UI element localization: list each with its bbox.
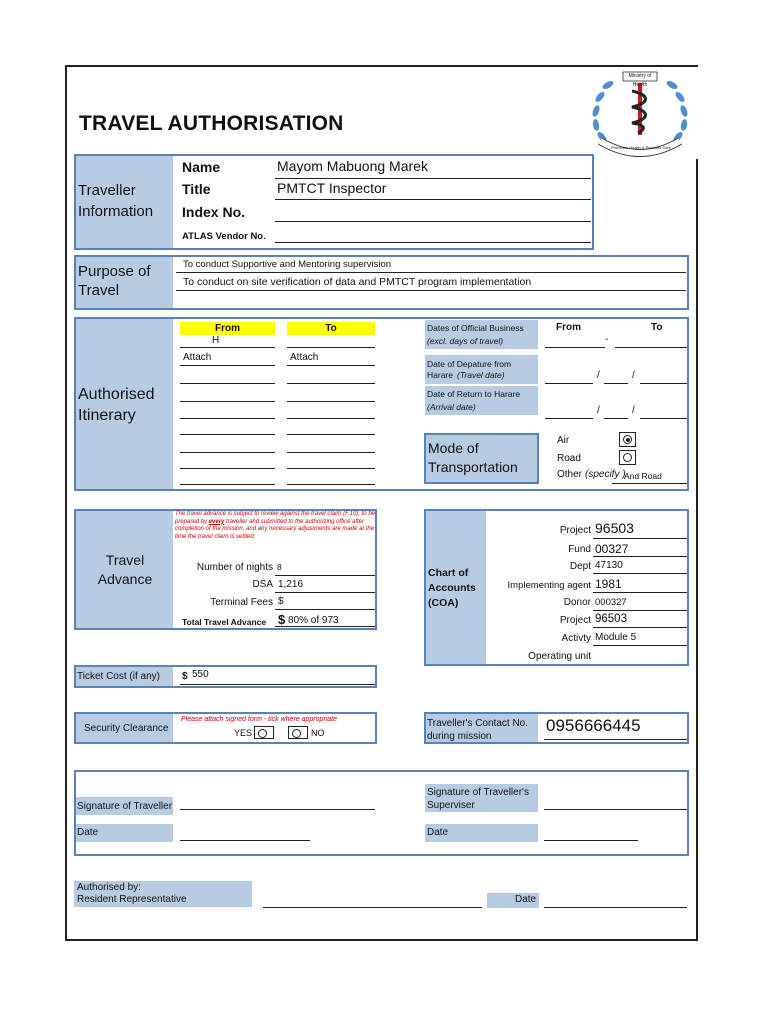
security-no-label: NO: [311, 728, 325, 738]
total-currency: $: [278, 612, 286, 627]
supervisor-signature-label: Signature of Traveller's Superviser: [427, 787, 529, 811]
form-title: TRAVEL AUTHORISATION: [79, 112, 344, 135]
dates-from-field[interactable]: [545, 347, 605, 348]
security-note: Please attach signed form - tick where appropriate: [181, 716, 338, 723]
coa-label-activity: Activty: [561, 633, 591, 644]
coa-value-activity[interactable]: Module 5: [595, 632, 637, 643]
supervisor-date-label: Date: [427, 827, 449, 838]
depart-sep-1: /: [597, 370, 600, 381]
coa-label-project-2: Project: [559, 615, 591, 626]
terminal-field[interactable]: $: [278, 596, 284, 607]
coa-value-donor[interactable]: 000327: [595, 597, 627, 608]
road-radio[interactable]: [619, 450, 636, 465]
advance-note-post: traveller and submitted to the authorizing office after completion of the mission, and any necessary adjustments are made at the time the travel claim is settled.: [175, 518, 375, 540]
traveller-section-label: Traveller Information: [78, 182, 154, 220]
logo-top-text: Ministry of Health: [628, 73, 652, 88]
dates-to-header: To: [651, 322, 663, 333]
dsa-field[interactable]: 1,216: [278, 579, 304, 590]
coa-value-dept[interactable]: 47130: [595, 560, 623, 571]
coa-value-fund[interactable]: 00327: [595, 542, 629, 556]
logo-bottom-text: Promotes Health & Provides Care: [610, 145, 672, 150]
contact-label: Traveller's Contact No. during mission: [427, 718, 529, 742]
terminal-label: Terminal Fees: [210, 597, 273, 608]
supervisor-date-field[interactable]: [544, 840, 638, 841]
depart-label: Date of Depature from Harare: [427, 359, 512, 380]
return-sep-1: /: [597, 405, 600, 416]
traveller-signature-label: Signature of Traveller: [77, 801, 173, 812]
dates-label: Dates of Official Business: [427, 323, 524, 333]
traveller-signature-field[interactable]: [180, 809, 375, 810]
index-label: Index No.: [182, 204, 246, 220]
itinerary-from-1[interactable]: H: [212, 335, 220, 346]
air-label: Air: [557, 435, 570, 446]
itinerary-section-label: Authorised Itinerary: [78, 386, 155, 424]
advance-note-every: every: [208, 518, 225, 525]
itinerary-to-2[interactable]: Attach: [290, 352, 319, 363]
dates-to-field[interactable]: [615, 347, 687, 348]
coa-label-agent: Implementing agent: [507, 580, 591, 591]
traveller-date-field[interactable]: [180, 840, 310, 841]
other-value[interactable]: And Road: [624, 471, 662, 481]
purpose-line-1[interactable]: To conduct Supportive and Mentoring supervision: [183, 259, 392, 270]
coa-value-project-2[interactable]: 96503: [595, 613, 627, 625]
depart-sep-2: /: [632, 370, 635, 381]
other-label: Other: [557, 469, 583, 480]
coa-value-project[interactable]: 96503: [595, 520, 634, 536]
coa-label-dept: Dept: [569, 561, 591, 572]
coa-section-label: Chart of Accounts (COA): [428, 567, 476, 609]
nights-label: Number of nights: [196, 562, 273, 573]
advance-note: [175, 511, 375, 541]
coa-label-donor: Donor: [563, 597, 591, 608]
security-yes-radio[interactable]: [254, 726, 274, 739]
authorised-date-field[interactable]: [544, 907, 687, 908]
title-label: Title: [182, 181, 211, 197]
authorised-date-label: Date: [515, 894, 537, 905]
security-no-radio[interactable]: [288, 726, 308, 739]
supervisor-signature-field[interactable]: [544, 809, 687, 810]
to-header: To: [287, 322, 375, 335]
nights-field[interactable]: 8: [277, 562, 282, 572]
security-yes-label: YES: [234, 728, 253, 738]
other-specify: (specify ): [585, 469, 626, 480]
vendor-label: ATLAS Vendor No.: [182, 231, 266, 242]
vendor-field[interactable]: [277, 228, 587, 242]
authorised-signature-field[interactable]: [263, 907, 482, 908]
traveller-date-label: Date: [77, 827, 99, 838]
return-sep-2: /: [632, 405, 635, 416]
security-label: Security Clearance: [84, 723, 169, 734]
ticket-field[interactable]: 550: [192, 669, 209, 680]
name-field[interactable]: Mayom Mabuong Marek: [277, 158, 428, 174]
dates-from-header: From: [556, 322, 581, 333]
return-sub: (Arrival date): [427, 402, 476, 412]
air-radio[interactable]: [619, 432, 636, 447]
ticket-label: Ticket Cost (if any): [77, 671, 160, 682]
coa-label-operating: Operating unit: [528, 651, 591, 662]
contact-field[interactable]: 0956666445: [546, 716, 641, 735]
depart-sub: (Travel date): [457, 370, 505, 380]
purpose-section-label: Purpose of Travel: [78, 263, 151, 299]
coa-label-project: Project: [559, 525, 591, 536]
ministry-logo: [582, 67, 698, 159]
dsa-label: DSA: [252, 579, 273, 590]
dates-dash: -: [605, 334, 609, 345]
name-label: Name: [182, 159, 221, 175]
road-label: Road: [557, 453, 581, 464]
index-field[interactable]: [277, 203, 587, 219]
dates-sub: (excl. days of travel): [427, 336, 504, 346]
authorised-label-line2: Resident Representative: [77, 894, 187, 905]
mode-label: Mode of Transportation: [428, 440, 518, 475]
from-header: From: [180, 322, 275, 335]
coa-label-fund: Fund: [568, 544, 591, 555]
ticket-currency: $: [182, 671, 188, 682]
title-field[interactable]: PMTCT Inspector: [277, 180, 387, 196]
total-label: Total Travel Advance: [182, 617, 267, 627]
return-label: Date of Return to Harare: [427, 389, 521, 399]
total-field[interactable]: 80% of 973: [288, 615, 339, 626]
authorised-label-line1: Authorised by:: [77, 882, 141, 893]
advance-note-pre: The travel advance is subject to review against the travel claim (F.10), to be prepared by: [175, 511, 375, 525]
advance-section-label: Travel Advance: [97, 552, 153, 587]
purpose-line-2[interactable]: To conduct on site verification of data and PMTCT program implementation: [183, 276, 532, 288]
itinerary-from-2[interactable]: Attach: [183, 352, 212, 363]
coa-value-agent[interactable]: 1981: [595, 577, 622, 591]
